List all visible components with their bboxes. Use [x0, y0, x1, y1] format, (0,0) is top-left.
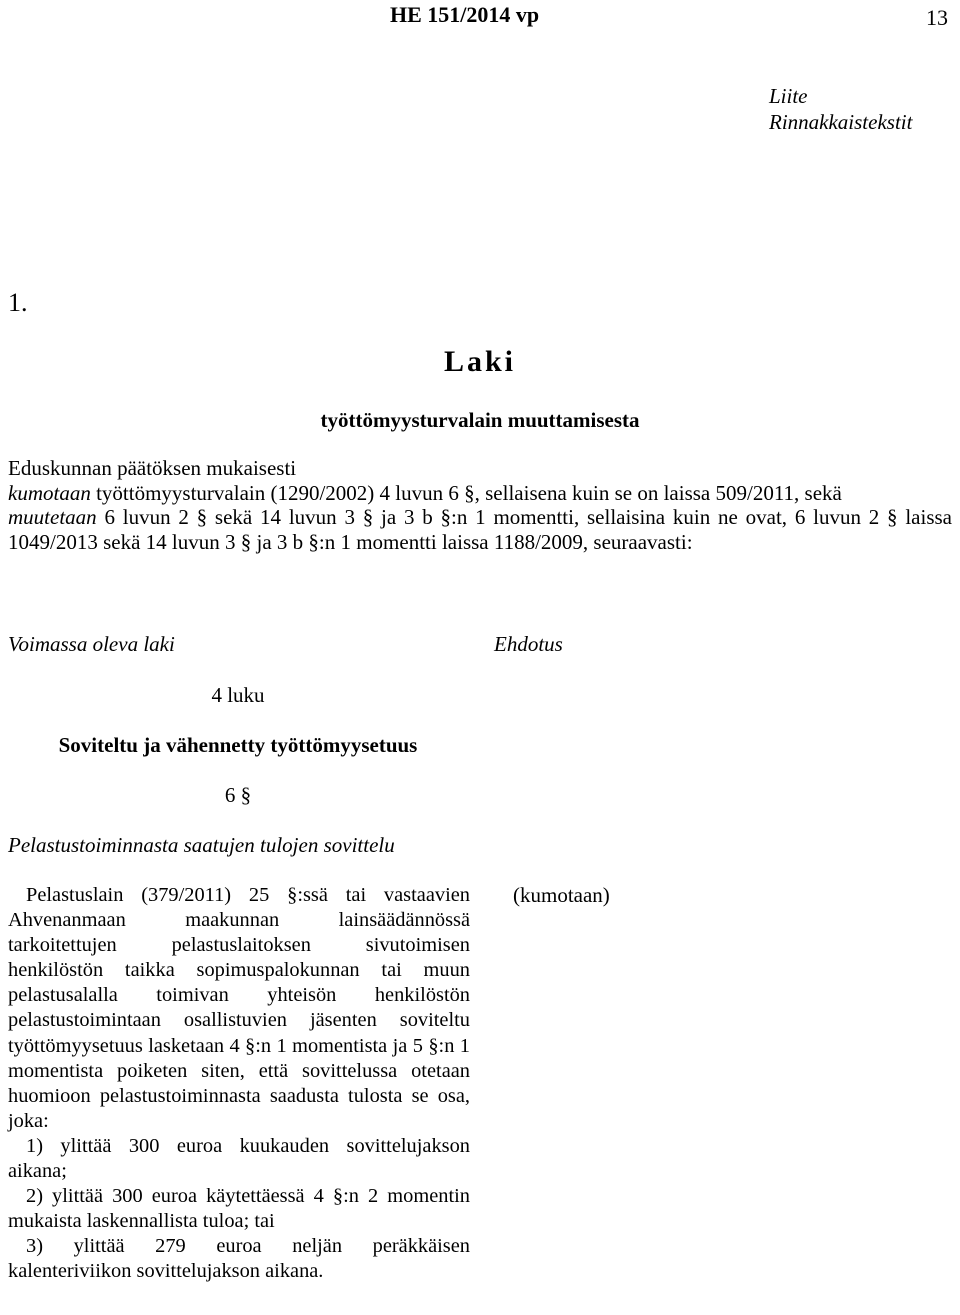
law-number: 1. [8, 288, 28, 317]
intro-line: Eduskunnan päätöksen mukaisesti [8, 456, 297, 480]
current-law-heading: Voimassa oleva laki [8, 632, 175, 656]
repeal-text: työttömyysturvalain (1290/2002) 4 luvun 6 §, sellaisena kuin se on laissa 509/2011, sekä [90, 480, 842, 505]
current-law-text [8, 883, 470, 1285]
repeal-clause [8, 481, 952, 506]
list-item: 3) ylittää 279 euroa neljän peräkkäisen kalenteriviikon sovittelujakson aikana. [8, 1235, 470, 1283]
enactment-clause [8, 456, 952, 554]
list-item: 1) ylittää 300 euroa kuukauden sovittelujakson aikana; [8, 1134, 470, 1183]
document-id: HE 151/2014 vp [390, 2, 540, 27]
appendix-label [769, 83, 912, 135]
list-item: 2) ylittää 300 euroa käytettäessä 4 §:n 2 momentin mukaista laskennallista tuloa; tai [8, 1185, 470, 1233]
appendix-line-2: Rinnakkaistekstit [769, 110, 913, 134]
section-title: Pelastustoiminnasta saatujen tulojen sovittelu [8, 833, 395, 857]
amend-clause [8, 505, 952, 554]
proposal-heading: Ehdotus [494, 632, 563, 656]
page-number: 13 [926, 5, 948, 30]
proposal-text: (kumotaan) [513, 883, 610, 907]
amend-text: 6 luvun 2 § sekä 14 luvun 3 § ja 3 b §:n 1 momentti, sellaisina kuin ne ovat, 6 luvun 2 § laissa 1049/2013 sekä 14 luvun 3 § ja 3 b §:n 1 momentti laissa 1188/2009, seuraavasti: [8, 505, 952, 554]
appendix-line-1: Liite [769, 84, 808, 108]
section-paragraph: Pelastuslain (379/2011) 25 §:ssä tai vastaavien Ahvenanmaan maakunnan lainsäädännössä tarkoitettujen pelastuslaitoksen sivutoimisen henkilöstön taikka sopimuspalokunnan tai muun pelastusalalla toimivan yhteisön henkilöstön pelastustoimintaan osallistuvien jäsenten soviteltu työttömyysetuus lasketaan 4 §:n 1 momentista ja 5 §:n 1 momentista poiketen siten, että sovittelussa otetaan huomioon pelastustoiminnasta saadusta tulosta se osa, joka: [8, 884, 470, 1132]
chapter-title: Soviteltu ja vähennetty työttömyysetuus [58, 733, 418, 757]
section-number: 6 § [224, 783, 252, 807]
chapter-number: 4 luku [211, 683, 265, 707]
amend-verb: muutetaan [8, 505, 97, 530]
law-subtitle: työttömyysturvalain muuttamisesta [320, 408, 640, 432]
repeal-verb: kumotaan [8, 480, 91, 505]
law-title: Laki [443, 345, 517, 378]
